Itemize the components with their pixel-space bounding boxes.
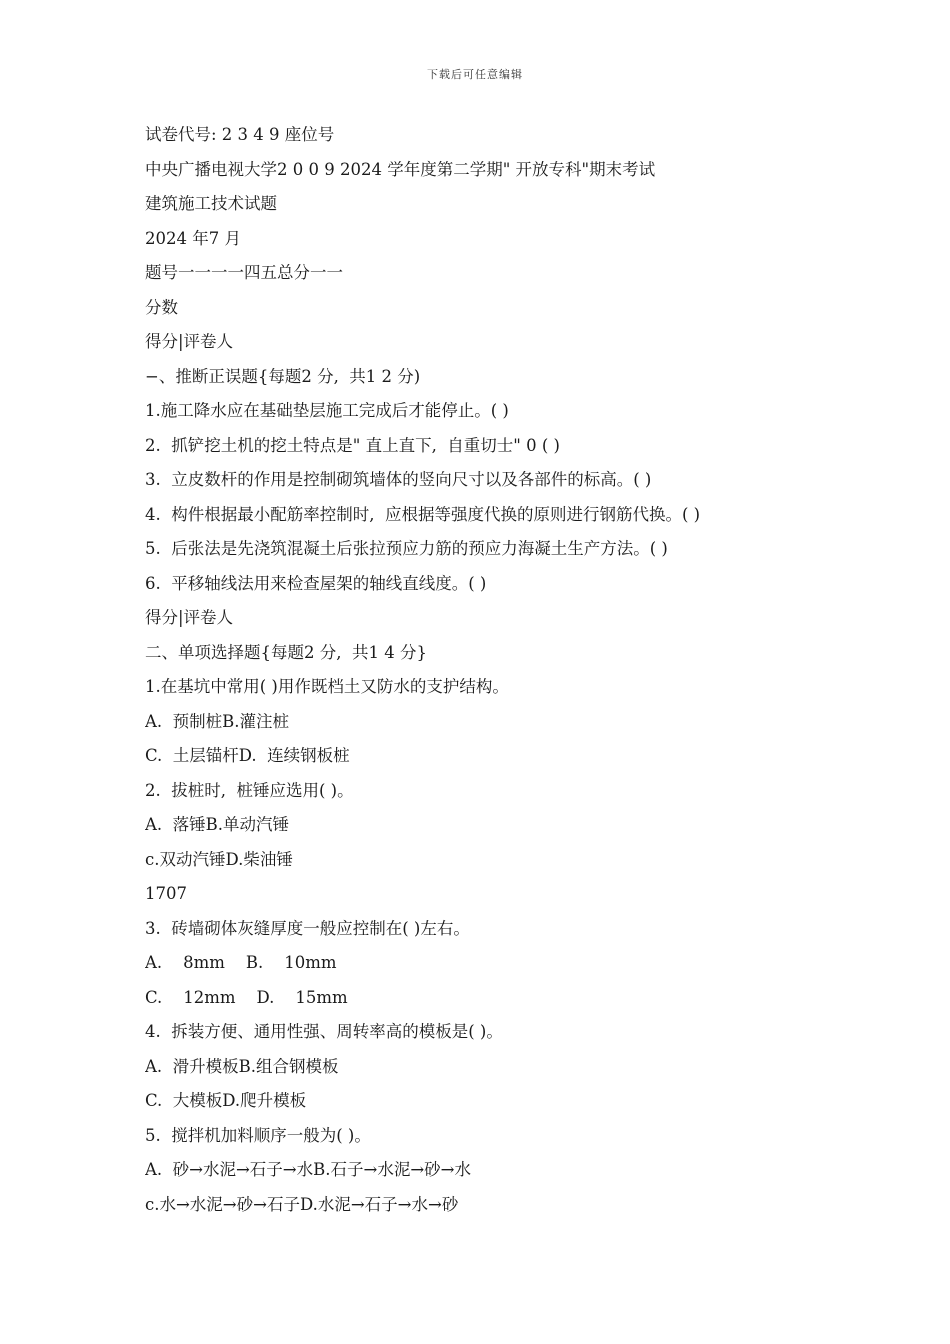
exam-date: 2024 年7 月: [145, 228, 241, 248]
question-line: 6. 平移轴线法用来检查屋架的轴线直线度。( ): [145, 573, 487, 593]
section-heading: 二、单项选择题{每题2 分, 共1 4 分}: [145, 642, 427, 662]
question-line: 1.施工降水应在基础垫层施工完成后才能停止。( ): [145, 401, 509, 420]
question-line: 5. 后张法是先浇筑混凝土后张拉预应力筋的预应力海凝土生产方法。( ): [145, 539, 668, 558]
option-line: C. 12mm D. 15mm: [145, 987, 348, 1007]
question-line: 3. 砖墙砌体灰缝厚度一般应控制在( )左右。: [145, 918, 470, 938]
question-line: 2. 抓铲挖土机的挖土特点是" 直上直下, 自重切士" 0 ( ): [145, 435, 560, 455]
question-line: 5. 搅拌机加料顺序一般为( )。: [145, 1125, 371, 1145]
question-line: 3. 立皮数杆的作用是控制砌筑墙体的竖向尺寸以及各部件的标高。( ): [145, 470, 652, 489]
score-table-header: 题号一一一一四五总分一一: [145, 263, 343, 282]
option-line: c.水→水泥→砂→石子D.水泥→石子→水→砂: [145, 1194, 459, 1214]
grader-box: 得分|评卷人: [145, 608, 234, 627]
score-row: 分数: [145, 297, 178, 317]
question-line: 4. 拆装方便、通用性强、周转率高的模板是( )。: [145, 1022, 503, 1041]
option-line: A. 预制桩B.灌注桩: [145, 711, 290, 731]
exam-title: 中央广播电视大学2 0 0 9 2024 学年度第二学期" 开放专科"期末考试: [145, 159, 656, 179]
option-line: A. 砂→水泥→石子→水B.石子→水泥→砂→水: [145, 1160, 471, 1179]
option-line: C. 土层锚杆D. 连续钢板桩: [145, 746, 350, 765]
option-line: c.双动汽锤D.柴油锤: [145, 849, 293, 869]
option-line: C. 大模板D.爬升模板: [145, 1091, 307, 1110]
question-line: 1.在基坑中常用( )用作既档土又防水的支护结构。: [145, 677, 509, 696]
grader-box: 得分|评卷人: [145, 332, 234, 351]
option-line: A. 滑升模板B.组合钢模板: [145, 1056, 339, 1076]
section-heading: −、推断正误题{每题2 分, 共1 2 分): [145, 366, 421, 386]
paper-code: 试卷代号: 2 3 4 9 座位号: [145, 125, 335, 144]
exam-content: [145, 118, 925, 1222]
page-code: 1707: [145, 884, 187, 903]
option-line: A. 落锤B.单动汽锤: [145, 815, 290, 834]
option-line: A. 8mm B. 10mm: [145, 953, 337, 972]
exam-subject: 建筑施工技术试题: [145, 194, 277, 213]
download-note: 下载后可任意编辑: [427, 68, 523, 81]
question-line: 4. 构件根据最小配筋率控制时, 应根据等强度代换的原则进行钢筋代换。( ): [145, 504, 701, 524]
question-line: 2. 拔桩时, 桩锤应选用( )。: [145, 780, 354, 800]
